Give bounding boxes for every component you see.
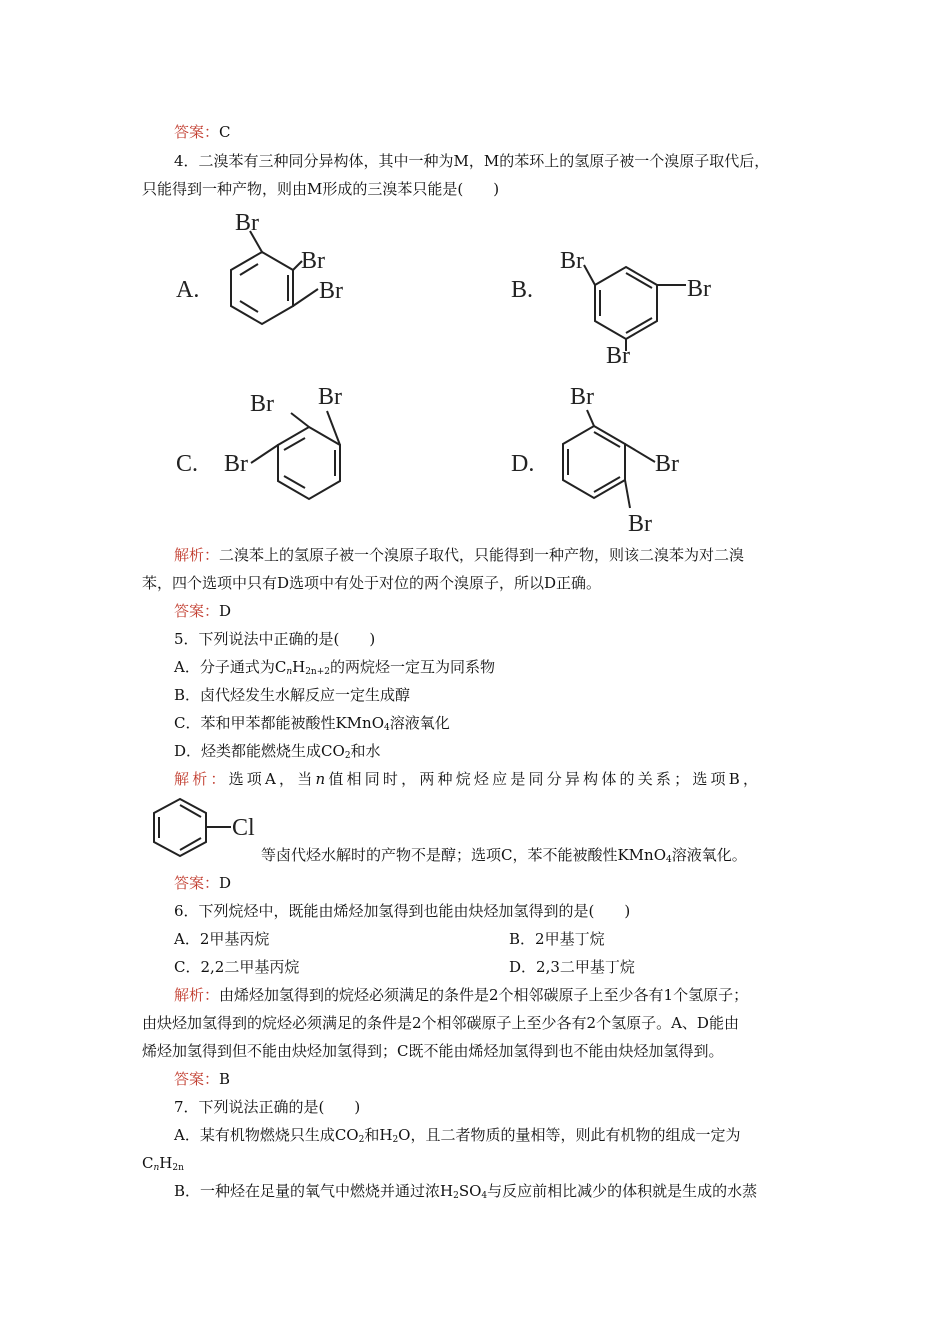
option-c-br-3: Br — [224, 451, 248, 477]
q7-option-a-line2: $C_nH_{2n}$ — [142, 1154, 184, 1173]
q7-option-b: B．一种烃在足量的氧气中燃烧并通过浓$H_2SO_4$与反应前相比减少的体积就是生成的水蒸 — [174, 1182, 758, 1201]
q5-stem: 5．下列说法中正确的是( ) — [174, 630, 376, 648]
option-b-br-1: Br — [560, 248, 584, 274]
q5-option-a: A．分子通式为$C_nH_{2n+2}$的两烷烃一定互为同系物 — [174, 658, 496, 677]
q5-option-d: D．烃类都能燃烧生成$CO_2$和水 — [174, 742, 381, 761]
q5-option-b: B．卤代烃发生水解反应一定生成醇 — [174, 686, 411, 704]
q6-option-a: A．2甲基丙烷 — [174, 930, 270, 948]
option-d-br-3: Br — [628, 511, 652, 535]
option-b-letter: B. — [511, 277, 534, 303]
q4-analysis-line2: 苯，四个选项中只有D选项中有处于对位的两个溴原子，所以D正确。 — [142, 574, 602, 592]
q7-option-a: A．某有机物燃烧只生成$CO_2$和$H_2O$，且二者物质的量相等，则此有机物的组成一定为 — [174, 1126, 741, 1145]
q6-analysis-line3: 烯烃加氢得到但不能由炔烃加氢得到；C既不能由烯烃加氢得到也不能由炔烃加氢得到。 — [142, 1042, 724, 1060]
q6-option-d: D．2,3二甲基丁烷 — [509, 958, 635, 976]
q4-stem-line2: 只能得到一种产物，则由M形成的三溴苯只能是( ) — [142, 180, 500, 198]
q5-option-c: C．苯和甲苯都能被酸性KMnO$_4$溶液氧化 — [174, 714, 450, 733]
option-a-letter: A. — [176, 277, 200, 303]
option-d-letter: D. — [511, 451, 535, 477]
option-c-letter: C. — [176, 451, 199, 477]
q4-stem-line1: 4．二溴苯有三种同分异构体，其中一种为M，M的苯环上的氢原子被一个溴原子取代后， — [174, 152, 770, 170]
q5-answer: 答案：D — [174, 874, 232, 892]
option-c-br-1: Br — [250, 391, 274, 417]
q4-answer: 答案：D — [174, 602, 232, 620]
chlorobenzene-figure — [140, 796, 270, 866]
q6-option-c: C．2,2二甲基丙烷 — [174, 958, 300, 976]
option-d-br-2: Br — [655, 451, 679, 477]
q6-analysis-line2: 由炔烃加氢得到的烷烃必须满足的条件是2个相邻碳原子上至少各有2个氢原子。A、D能由 — [142, 1014, 739, 1032]
answer-value: C — [219, 123, 231, 141]
q5-analysis-line1: 解析：选项A，当n值相同时，两种烷烃应是同分异构体的关系；选项B， — [174, 770, 762, 788]
answer-label: 答案： — [174, 123, 220, 141]
q3-answer — [174, 122, 231, 142]
option-c-br-2: Br — [318, 384, 342, 410]
option-a-br-2: Br — [301, 248, 325, 274]
q6-answer: 答案：B — [174, 1070, 231, 1088]
analysis-label: 解析： — [174, 546, 220, 564]
q6-analysis-line1: 解析：由烯烃加氢得到的烷烃必须满足的条件是2个相邻碳原子上至少各有1个氢原子； — [174, 986, 749, 1004]
q6-stem: 6．下列烷烃中，既能由烯烃加氢得到也能由炔烃加氢得到的是( ) — [174, 902, 631, 920]
q5-analysis-line2: 等卤代烃水解时的产物不是醇；选项C，苯不能被酸性KMnO$_4$溶液氧化。 — [261, 846, 747, 865]
q6-option-b: B．2甲基丁烷 — [509, 930, 605, 948]
option-b-br-3: Br — [606, 343, 630, 369]
option-a-br-3: Br — [319, 278, 343, 304]
q4-analysis-line1: 解析：二溴苯上的氢原子被一个溴原子取代，只能得到一种产物，则该二溴苯为对二溴 — [174, 546, 745, 564]
option-d-br-1: Br — [570, 384, 594, 410]
q7-stem: 7．下列说法正确的是( ) — [174, 1098, 361, 1116]
option-a-br-1: Br — [235, 210, 259, 236]
option-b-br-2: Br — [687, 276, 711, 302]
chlorine-label: Cl — [232, 815, 255, 841]
tribromobenzene-options-figure — [170, 205, 730, 535]
